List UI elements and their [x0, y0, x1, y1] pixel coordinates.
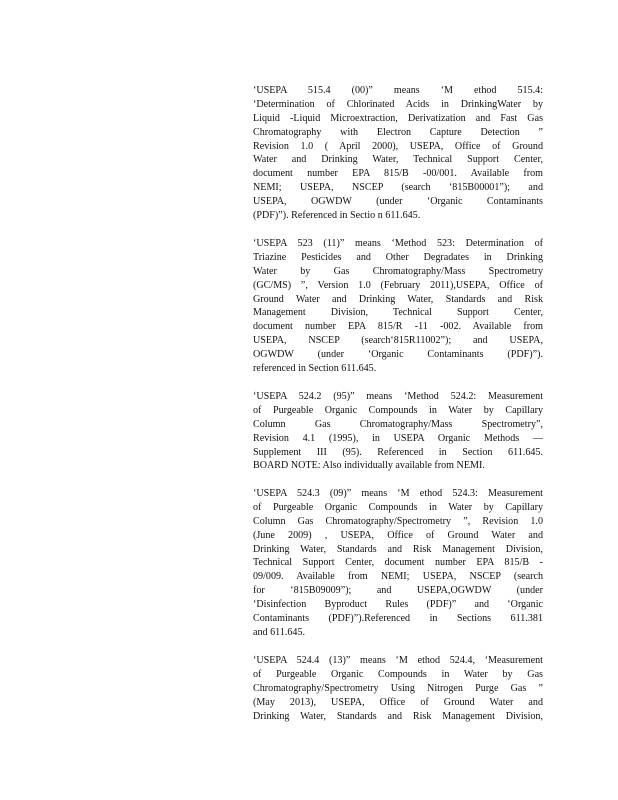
text-line: Drinking Water, Standards and Risk Management Division, — [253, 543, 543, 555]
definition-entry — [253, 237, 543, 376]
text-line: Revision 1.0 ( April 2000), USEPA, Office of Ground — [253, 140, 543, 152]
text-line: of Purgeable Organic Compounds in Water by Gas — [253, 668, 543, 680]
text-line: Supplement III (95). Referenced in Section 611.645. — [253, 446, 543, 458]
text-line: ‘Determination of Chlorinated Acids in DrinkingWater by — [253, 98, 543, 110]
text-line: NEMI; USEPA, NSCEP (search ‘815B00001”); and — [253, 182, 543, 194]
text-line: (May 2013), USEPA, Office of Ground Water and — [253, 696, 543, 708]
text-line: Column Gas Chromatography/Spectrometry ”, Revision 1.0 — [253, 515, 543, 527]
text-line: of Purgeable Organic Compounds in Water by Capillary — [253, 501, 543, 513]
text-line: ‘USEPA 524.3 (09)” means ‘M ethod 524.3: Measurement — [253, 488, 543, 499]
text-line: USEPA, NSCEP (search‘815R11002”); and USEPA, — [253, 335, 543, 347]
definition-entry — [253, 487, 543, 640]
text-line: Drinking Water, Standards and Risk Management Division, — [253, 710, 543, 722]
definition-entry — [253, 390, 543, 473]
text-line: Revision 4.1 (1995), in USEPA Organic Methods — — [253, 432, 543, 444]
text-line: Contaminants (PDF)”).Referenced in Sections 611.381 — [253, 613, 543, 625]
text-line: of Purgeable Organic Compounds in Water by Capillary — [253, 404, 543, 416]
text-line: Water and Drinking Water, Technical Support Center, — [253, 154, 543, 166]
text-line: Liquid -Liquid Microextraction, Derivatization and Fast Gas — [253, 112, 543, 124]
text-line: ‘USEPA 523 (11)” means ‘Method 523: Determination of — [253, 238, 543, 249]
text-line: Triazine Pesticides and Other Degradates in Drinking — [253, 251, 543, 263]
text-line: document number EPA 815/R -11 -002. Available from — [253, 321, 543, 333]
text-line: Technical Support Center, document number EPA 815/B - — [253, 557, 543, 569]
text-line: Management Division, Technical Support Center, — [253, 307, 543, 319]
text-line: Water by Gas Chromatography/Mass Spectrometry — [253, 265, 543, 277]
text-line: Chromatography/Spectrometry Using Nitrogen Purge Gas ” — [253, 682, 543, 694]
text-line: ‘USEPA 524.4 (13)” means ‘M ethod 524.4, ‘Measurement — [253, 655, 543, 666]
text-line: 09/009. Available from NEMI; USEPA, NSCEP (search — [253, 571, 543, 583]
text-line: Chromatography with Electron Capture Detection ” — [253, 126, 543, 138]
text-line: (PDF)”). Referenced in Sectio n 611.645. — [253, 210, 421, 222]
text-line: for ‘815B09009”); and USEPA,OGWDW (under — [253, 585, 543, 597]
text-line: and 611.645. — [253, 626, 306, 638]
definition-entry — [253, 654, 543, 723]
definition-entry — [253, 84, 543, 223]
text-line: (GC/MS) ”, Version 1.0 (February 2011),USEPA, Office of — [253, 279, 543, 291]
text-line: ‘USEPA 524.2 (95)” means ‘Method 524.2: Measurement — [253, 391, 543, 402]
text-line: BOARD NOTE: Also individually available from NEMI. — [253, 460, 485, 472]
text-line: ‘USEPA 515.4 (00)” means ‘M ethod 515.4: — [253, 85, 543, 96]
text-line: ‘Disinfection Byproduct Rules (PDF)” and ‘Organic — [253, 599, 543, 611]
text-line: (June 2009) , USEPA, Office of Ground Water and — [253, 529, 543, 541]
text-line: document number EPA 815/B -00/001. Available from — [253, 168, 543, 180]
text-line: Column Gas Chromatography/Mass Spectrometry”, — [253, 418, 543, 430]
text-line: USEPA, OGWDW (under ‘Organic Contaminants — [253, 196, 543, 208]
text-line: referenced in Section 611.645. — [253, 363, 377, 375]
text-line: Ground Water and Drinking Water, Standards and Risk — [253, 293, 543, 305]
text-line: OGWDW (under ‘Organic Contaminants (PDF)”). — [253, 349, 543, 361]
